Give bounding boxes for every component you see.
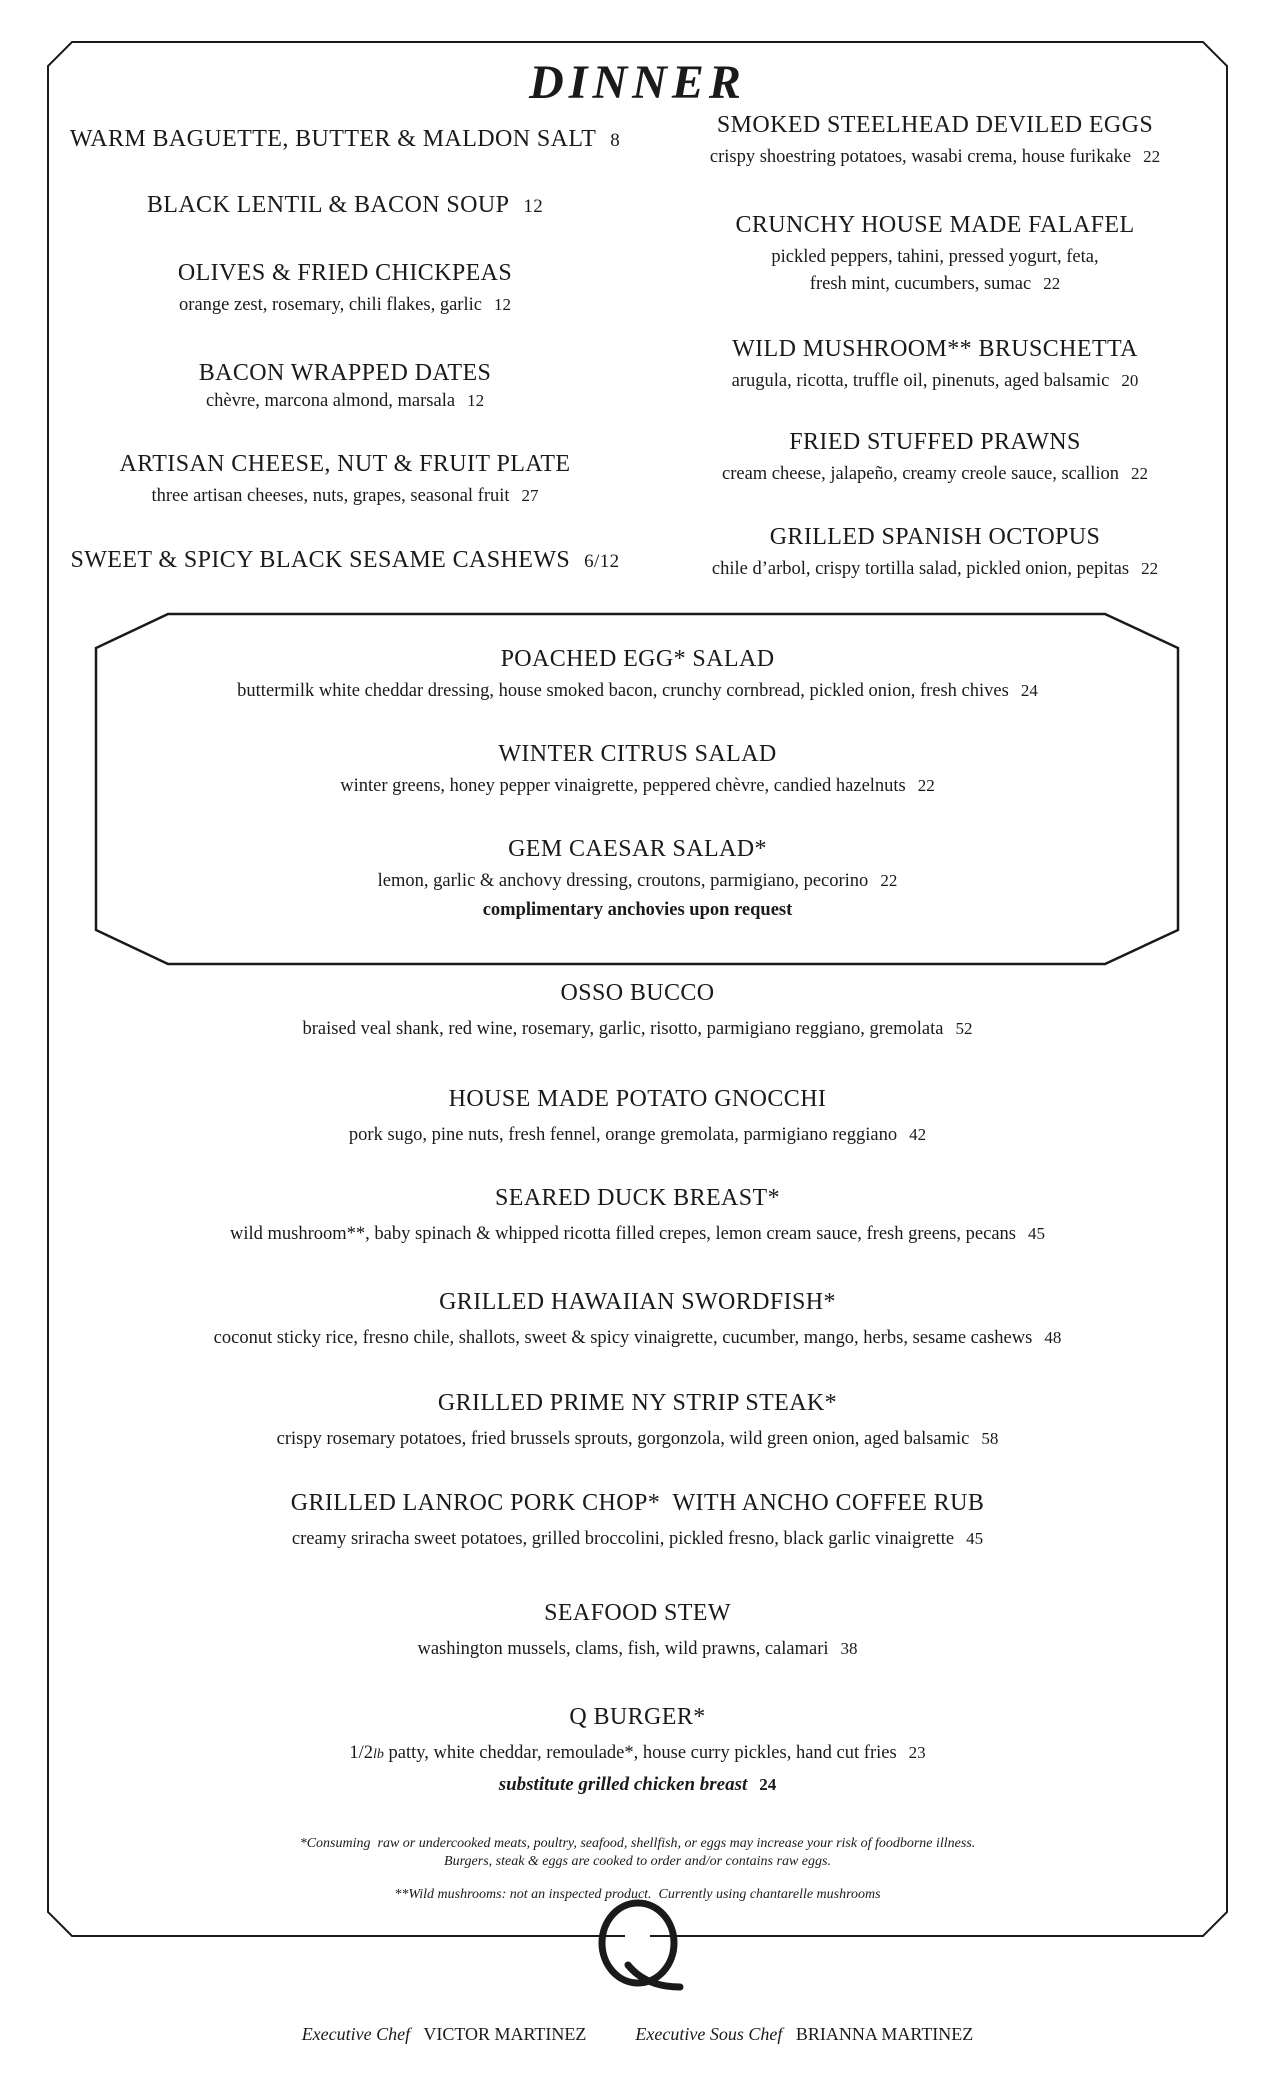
sous-chef-role: Executive Sous Chef — [635, 2024, 783, 2044]
menu-item-poached-egg-salad — [100, 646, 1175, 702]
item-desc: crispy rosemary potatoes, fried brussels sprouts, gorgonzola, wild green onion, aged balsamic — [276, 1429, 970, 1449]
item-price: 45 — [966, 1529, 984, 1548]
item-desc: braised veal shank, red wine, rosemary, garlic, risotto, parmigiano reggiano, gremolata — [302, 1019, 944, 1039]
item-price: 52 — [955, 1019, 973, 1038]
item-name: FRIED STUFFED PRAWNS — [789, 429, 1081, 455]
item-desc-line2: fresh mint, cucumbers, sumac — [809, 274, 1032, 294]
item-desc: crispy shoestring potatoes, wasabi crema, house furikake — [709, 147, 1132, 167]
item-price: 58 — [981, 1429, 999, 1448]
item-name: POACHED EGG* SALAD — [500, 646, 775, 672]
item-desc: washington mussels, clams, fish, wild prawns, calamari — [417, 1639, 829, 1659]
menu-item-gem-caesar-salad — [100, 836, 1175, 921]
item-desc: three artisan cheeses, nuts, grapes, seasonal fruit — [151, 486, 510, 506]
disclaimer-mushrooms: **Wild mushrooms: not an inspected product. Currently using chantarelle mushrooms — [394, 1887, 881, 1902]
item-price: 22 — [1043, 274, 1061, 293]
item-desc: winter greens, honey pepper vinaigrette, peppered chèvre, candied hazelnuts — [340, 776, 906, 796]
item-name: GRILLED HAWAIIAN SWORDFISH* — [439, 1289, 836, 1315]
item-desc: creamy sriracha sweet potatoes, grilled broccolini, pickled fresno, black garlic vinaigrette — [291, 1529, 955, 1549]
item-price: 8 — [610, 130, 621, 151]
item-price: 38 — [840, 1639, 858, 1658]
menu-item-duck-breast — [60, 1185, 1215, 1245]
item-name: GEM CAESAR SALAD* — [508, 836, 767, 862]
item-price: 22 — [880, 871, 898, 890]
item-name: HOUSE MADE POTATO GNOCCHI — [448, 1086, 827, 1112]
item-price: 6/12 — [584, 551, 620, 572]
menu-item-osso-bucco — [60, 980, 1215, 1040]
item-name: OLIVES & FRIED CHICKPEAS — [177, 260, 513, 286]
item-price: 22 — [1141, 559, 1159, 578]
item-desc: buttermilk white cheddar dressing, house smoked bacon, crunchy cornbread, pickled onion, fresh chives — [237, 681, 1009, 701]
item-desc: arugula, ricotta, truffle oil, pinenuts, aged balsamic — [731, 371, 1110, 391]
item-price: 12 — [523, 196, 544, 217]
item-price: 20 — [1121, 371, 1139, 390]
item-name: SMOKED STEELHEAD DEVILED EGGS — [716, 112, 1154, 138]
menu-item-swordfish — [60, 1289, 1215, 1349]
item-name: Q BURGER* — [569, 1704, 706, 1730]
item-price: 22 — [917, 776, 935, 795]
item-price: 27 — [521, 486, 539, 505]
item-price: 12 — [467, 391, 485, 410]
sous-chef-name: BRIANNA MARTINEZ — [795, 2024, 974, 2044]
menu-item-seafood-stew — [60, 1600, 1215, 1660]
item-name: WILD MUSHROOM** BRUSCHETTA — [732, 336, 1138, 362]
menu-item-octopus — [650, 524, 1220, 580]
item-name: GRILLED PRIME NY STRIP STEAK* — [437, 1390, 838, 1416]
item-desc-unit: lb — [372, 1747, 384, 1762]
item-price: 48 — [1044, 1328, 1062, 1347]
item-desc: orange zest, rosemary, chili flakes, garlic — [179, 295, 482, 315]
menu-item-cashews — [50, 547, 640, 574]
item-name: WINTER CITRUS SALAD — [498, 741, 777, 767]
item-desc-line1: pickled peppers, tahini, pressed yogurt, feta, — [771, 247, 1099, 267]
item-name: CRUNCHY HOUSE MADE FALAFEL — [735, 212, 1135, 238]
menu-item-cheese-plate — [50, 451, 640, 507]
item-substitute-price: 24 — [759, 1775, 777, 1794]
menu-item-lentil-soup — [50, 192, 640, 219]
menu-item-gnocchi — [60, 1086, 1215, 1146]
item-name: SEAFOOD STEW — [544, 1600, 731, 1626]
item-desc: chile d’arbol, crispy tortilla salad, pickled onion, pepitas — [711, 559, 1130, 579]
item-price: 23 — [908, 1743, 926, 1762]
item-name: GRILLED LANROC PORK CHOP* WITH ANCHO COFFEE RUB — [290, 1490, 985, 1516]
item-desc: patty, white cheddar, remoulade*, house curry pickles, hand cut fries — [383, 1743, 897, 1763]
menu-title: DINNER — [529, 56, 746, 109]
item-name: BACON WRAPPED DATES — [198, 360, 492, 386]
menu-item-winter-citrus-salad — [100, 741, 1175, 797]
menu-item-bruschetta — [650, 336, 1220, 392]
menu-item-falafel — [650, 212, 1220, 295]
item-price: 22 — [1131, 464, 1148, 483]
item-name: SEARED DUCK BREAST* — [495, 1185, 780, 1211]
item-desc-prefix: 1/2 — [349, 1743, 373, 1763]
item-desc: wild mushroom**, baby spinach & whipped ricotta filled crepes, lemon cream sauce, fresh greens, pecans — [230, 1224, 1016, 1244]
item-name: OSSO BUCCO — [560, 980, 715, 1006]
logo-letter: Q — [488, 1795, 489, 1796]
item-desc: pork sugo, pine nuts, fresh fennel, orange gremolata, parmigiano reggiano — [348, 1125, 898, 1145]
item-desc: coconut sticky rice, fresno chile, shallots, sweet & spicy vinaigrette, cucumber, mango, herbs, sesame cashews — [213, 1328, 1033, 1348]
item-price: 42 — [909, 1125, 927, 1144]
disclaimer-raw-food — [100, 1835, 1175, 1871]
chef-credits — [0, 2024, 1275, 2045]
menu-item-prawns — [650, 429, 1220, 485]
item-price: 22 — [1143, 147, 1161, 166]
item-desc: lemon, garlic & anchovy dressing, croutons, parmigiano, pecorino — [377, 871, 869, 891]
item-note: complimentary anchovies upon request — [482, 900, 793, 920]
item-substitute: substitute grilled chicken breast — [498, 1774, 748, 1795]
item-name: BLACK LENTIL & BACON SOUP — [146, 192, 510, 218]
menu-item-q-burger — [60, 1704, 1215, 1796]
item-name: GRILLED SPANISH OCTOPUS — [769, 524, 1101, 550]
menu-item-olives — [50, 260, 640, 316]
item-desc: cream cheese, jalapeño, creamy creole sauce, scallion — [721, 464, 1119, 484]
menu-item-deviled-eggs — [650, 112, 1220, 168]
item-name: ARTISAN CHEESE, NUT & FRUIT PLATE — [119, 451, 571, 477]
disclaimer-line2: Burgers, steak & eggs are cooked to order and/or contains raw eggs. — [444, 1854, 831, 1869]
chef-role: Executive Chef — [301, 2024, 411, 2044]
chef-name: VICTOR MARTINEZ — [423, 2024, 587, 2044]
menu-item-pork-chop — [60, 1490, 1215, 1550]
item-name: WARM BAGUETTE, BUTTER & MALDON SALT — [69, 126, 597, 152]
menu-item-dates — [50, 360, 640, 412]
menu-item-baguette — [50, 126, 640, 153]
item-name: SWEET & SPICY BLACK SESAME CASHEWS — [70, 547, 571, 573]
item-price: 45 — [1028, 1224, 1045, 1243]
item-price: 12 — [493, 295, 511, 314]
menu-item-strip-steak — [60, 1390, 1215, 1450]
disclaimer-line1: *Consuming raw or undercooked meats, poultry, seafood, shellfish, or eggs may increase your risk of foodborne illness. — [299, 1836, 976, 1851]
item-desc: chèvre, marcona almond, marsala — [205, 391, 456, 411]
item-price: 24 — [1020, 681, 1038, 700]
